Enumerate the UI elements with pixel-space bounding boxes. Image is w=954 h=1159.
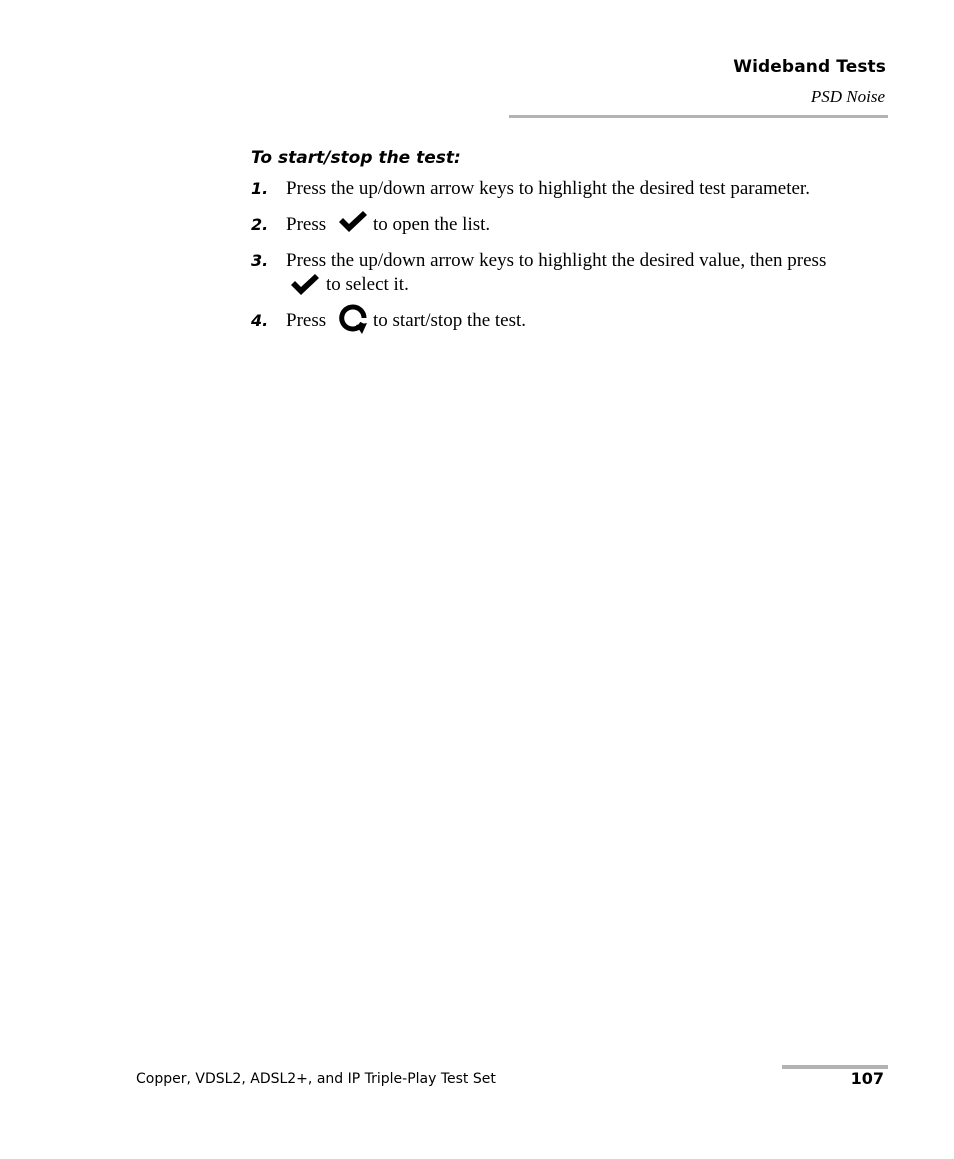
step-text: Press the up/down arrow keys to highlight the desired value, then press: [286, 250, 827, 271]
start-stop-icon: [338, 303, 368, 335]
section-subtitle: PSD Noise: [810, 87, 885, 106]
step-text-after: to open the list.: [373, 214, 491, 235]
section-title: Wideband Tests: [733, 57, 886, 77]
step-number: 4.: [251, 311, 269, 330]
step-number: 2.: [251, 215, 269, 234]
step-number: 1.: [251, 179, 269, 198]
page-number: 107: [850, 1069, 884, 1088]
header-rule: [509, 115, 888, 118]
step-text-before: Press: [286, 214, 327, 235]
footer-document-title: Copper, VDSL2, ADSL2+, and IP Triple-Play Test Set: [136, 1071, 496, 1087]
checkmark-icon: [289, 272, 321, 298]
step-text-after: to start/stop the test.: [373, 310, 527, 331]
step-text-after: to select it.: [326, 274, 409, 295]
checkmark-icon: [337, 209, 369, 235]
procedure-heading: To start/stop the test:: [251, 148, 461, 168]
step-text: Press the up/down arrow keys to highlight the desired test parameter.: [286, 178, 810, 199]
step-text-before: Press: [286, 310, 327, 331]
step-number: 3.: [251, 251, 269, 270]
